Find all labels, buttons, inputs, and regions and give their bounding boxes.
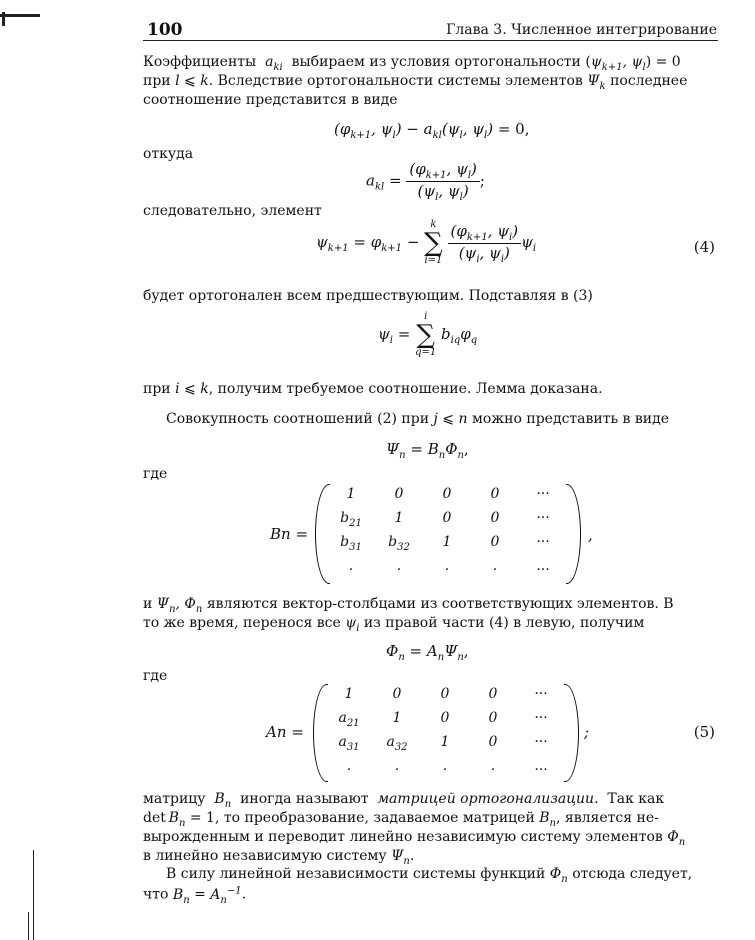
matrix-cell: 1 <box>394 510 404 526</box>
left-bracket <box>315 484 330 584</box>
matrix-cell: 0 <box>490 510 500 526</box>
scan-mark <box>0 14 40 17</box>
equation-4: $\psi_{k+1} = \varphi_{k+1}$ − k ∑ i=1 $\frac{(\varphi_{k+1}, \psi_i)}{(\psi_i, \psi_i)}$ $\psi_i$ <box>316 219 537 266</box>
equation: $\Phi_n = A_n\Psi_n$, <box>386 642 469 663</box>
equation: $\Psi_n = B_n\Phi_n$, <box>386 440 469 461</box>
text-line: где <box>143 668 168 684</box>
matrix-cell: ··· <box>534 686 548 702</box>
matrix-cell: . <box>396 558 402 574</box>
right-bracket <box>566 484 581 584</box>
text-line: и $\Psi_n$, $\Phi_n$ являются вектор-столбцами из соответствующих элементов. В <box>143 596 674 615</box>
matrix-cell: $a_{21}$ <box>338 710 360 729</box>
equation: $\psi_i$ = i ∑ q=1 $b_{iq}\varphi_q$ <box>378 311 478 358</box>
matrix-cell: 0 <box>392 686 402 702</box>
matrix-cell: 1 <box>440 734 450 750</box>
matrix-label: Bn = <box>270 525 309 543</box>
matrix-cell: 0 <box>440 686 450 702</box>
matrix-label: An = <box>266 723 304 741</box>
text-line: где <box>143 466 168 482</box>
text-line: Совокупность соотношений (2) при j ⩽ n можно представить в виде <box>166 411 669 427</box>
text-line: в линейно независимую систему $\Psi_n$. <box>143 848 415 867</box>
matrix-cell: 1 <box>346 486 356 502</box>
matrix-cell: $a_{32}$ <box>386 734 408 753</box>
matrix-cell: $a_{31}$ <box>338 734 360 753</box>
matrix-cell: $b_{32}$ <box>388 534 410 553</box>
matrix-cell: $b_{21}$ <box>340 510 362 529</box>
matrix-a <box>313 684 579 780</box>
matrix-cell: ··· <box>534 710 548 726</box>
text-line: при l ⩽ k. Вследствие ортогональности системы элементов $\Psi_k$ последнее <box>143 73 688 92</box>
text-line: матрицу $B_n$ иногда называют матрицей ортогонализации. Так как <box>143 791 665 810</box>
matrix-cell: 0 <box>490 486 500 502</box>
text-line: $\det B_n = 1$, то преобразование, задаваемое матрицей $B_n$, является не- <box>143 810 659 829</box>
matrix-cell: . <box>490 758 496 774</box>
text-line: откуда <box>143 146 194 162</box>
matrix-cell: ··· <box>536 510 550 526</box>
matrix-cell: . <box>444 558 450 574</box>
matrix-trailing-punct: ; <box>584 723 590 741</box>
matrix-cell: 1 <box>392 710 402 726</box>
text-line: следовательно, элемент <box>143 203 322 219</box>
text-line: В силу линейной независимости системы функций $\Phi_n$ отсюда следует, <box>166 866 693 885</box>
right-bracket <box>564 684 579 782</box>
matrix-cell: ··· <box>536 534 550 550</box>
equation-number: (4) <box>693 238 715 256</box>
matrix-cell: . <box>348 558 354 574</box>
matrix-cell: $b_{31}$ <box>340 534 362 553</box>
matrix-cell: 0 <box>442 510 452 526</box>
text-line: вырожденным и переводит линейно независимую систему элементов $\Phi_n$ <box>143 829 686 848</box>
text-line: при i ⩽ k, получим требуемое соотношение. Лемма доказана. <box>143 381 603 397</box>
matrix-cell: 0 <box>440 710 450 726</box>
equation-number: (5) <box>693 723 715 741</box>
matrix-cell: 0 <box>488 710 498 726</box>
matrix-cell: 0 <box>490 534 500 550</box>
matrix-cell: . <box>442 758 448 774</box>
text-line: соотношение представится в виде <box>143 92 398 108</box>
matrix-cell: . <box>346 758 352 774</box>
matrix-cell: 1 <box>344 686 354 702</box>
matrix-cell: 0 <box>394 486 404 502</box>
scan-mark <box>28 912 29 940</box>
page-number: 100 <box>147 20 183 40</box>
scan-mark <box>33 850 34 940</box>
scan-mark <box>2 12 5 26</box>
left-bracket <box>313 684 328 782</box>
matrix-cell: . <box>492 558 498 574</box>
text-line: Коэффициенты $a_{ki}$ выбираем из условия ортогональности ($\psi_{k+1}$, $\psi_l) = 0$ <box>143 54 681 73</box>
matrix-cell: 0 <box>488 734 498 750</box>
text-line: будет ортогонален всем предшествующим. Подставляя в (3) <box>143 288 593 304</box>
matrix-cell: . <box>394 758 400 774</box>
matrix-cell: 1 <box>442 534 452 550</box>
equation: ($\varphi_{k+1}$, $\psi_l) - a_{kl}(\psi_l$, $\psi_l) = 0$, <box>334 120 530 141</box>
chapter-title: Глава 3. Численное интегрирование <box>446 22 717 38</box>
matrix-trailing-punct: , <box>588 526 593 544</box>
equation: $a_{kl}$ = $\frac{(\varphi_{k+1}, \psi_l)}{(\psi_l, \psi_l)}$ ; <box>366 160 485 203</box>
matrix-cell: ··· <box>536 486 550 502</box>
matrix-cell: ··· <box>534 734 548 750</box>
matrix-cell: ... <box>536 558 550 574</box>
matrix-cell: ... <box>534 758 548 774</box>
text-line: то же время, перенося все $\psi_i$ из правой части (4) в левую, получим <box>143 615 645 634</box>
matrix-b <box>315 484 581 582</box>
header-rule <box>143 40 718 41</box>
matrix-cell: 0 <box>488 686 498 702</box>
matrix-cell: 0 <box>442 486 452 502</box>
text-line: что $B_n = A_n^{-1}$. <box>143 885 247 906</box>
